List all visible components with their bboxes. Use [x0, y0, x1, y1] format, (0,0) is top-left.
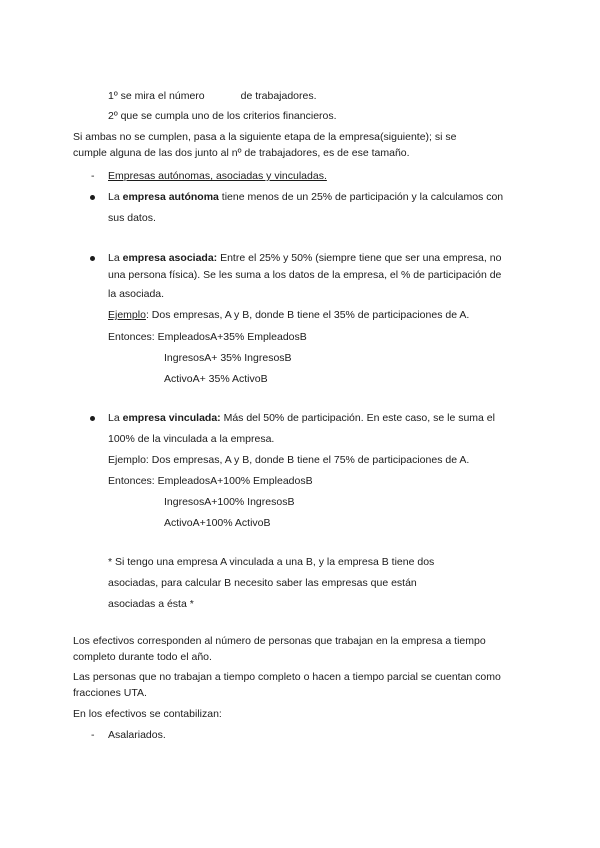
- asociada-line-1: [108, 251, 501, 265]
- example-label: Ejemplo: [108, 309, 146, 321]
- criterion-2: 2º que se cumpla uno de los criterios financieros.: [108, 110, 337, 122]
- note-line-2: asociadas, para calcular B necesito saber las empresas que están: [108, 577, 417, 589]
- autonoma-line-1: [108, 190, 503, 204]
- asociada-calc-1: Entonces: EmpleadosA+35% EmpleadosB: [108, 331, 307, 343]
- vinculada-line-1: [108, 411, 495, 425]
- vinculada-calc-2: IngresosA+100% IngresosB: [164, 496, 295, 508]
- paragraph-1-line-2: cumple alguna de las dos junto al nº de trabajadores, es de ese tamaño.: [73, 147, 410, 159]
- vinculada-rest: Más del 50% de participación. En este caso, se le suma el: [220, 412, 495, 424]
- paragraph-1-line-1: Si ambas no se cumplen, pasa a la siguiente etapa de la empresa(siguiente); si se: [73, 131, 457, 143]
- types-title: Empresas autónomas, asociadas y vinculadas.: [108, 170, 327, 182]
- vinculada-pre: La: [108, 412, 123, 424]
- criterion-1-a: 1º se mira el número: [108, 90, 205, 102]
- bullet-icon: [90, 416, 95, 421]
- asociada-calc-3: ActivoA+ 35% ActivoB: [164, 373, 268, 385]
- autonoma-rest: tiene menos de un 25% de participación y la calculamos con: [218, 191, 504, 203]
- asociada-rest: Entre el 25% y 50% (siempre tiene que ser una empresa, no: [217, 252, 502, 264]
- vinculada-line-2: 100% de la vinculada a la empresa.: [108, 433, 275, 445]
- efectivos-line-1: Los efectivos corresponden al número de personas que trabajan en la empresa a tiempo: [73, 635, 486, 647]
- example-text: : Dos empresas, A y B, donde B tiene el 35% de participaciones de A.: [145, 309, 470, 321]
- vinculada-calc-3: ActivoA+100% ActivoB: [164, 517, 271, 529]
- vinculada-calc-1: Entonces: EmpleadosA+100% EmpleadosB: [108, 475, 313, 487]
- uta-line-1: Las personas que no trabajan a tiempo completo o hacen a tiempo parcial se cuentan como: [73, 671, 501, 683]
- dash-bullet: -: [91, 170, 95, 182]
- vinculada-bold: empresa vinculada:: [122, 412, 221, 424]
- criterion-1-b: de trabajadores.: [240, 90, 317, 102]
- vinculada-example: Ejemplo: Dos empresas, A y B, donde B tiene el 75% de participaciones de A.: [108, 454, 470, 466]
- asociada-line-3: la asociada.: [108, 288, 165, 300]
- asociada-calc-2: IngresosA+ 35% IngresosB: [164, 352, 292, 364]
- asalariados: Asalariados.: [108, 729, 166, 741]
- note-line-1: * Si tengo una empresa A vinculada a una B, y la empresa B tiene dos: [108, 556, 435, 568]
- dash-bullet: -: [91, 729, 95, 741]
- asociada-bold: empresa asociada:: [122, 252, 218, 264]
- autonoma-pre: La: [108, 191, 123, 203]
- asociada-pre: La: [108, 252, 123, 264]
- criterion-1: [108, 89, 317, 103]
- uta-line-2: fracciones UTA.: [73, 687, 147, 699]
- asociada-example: [108, 308, 469, 322]
- efectivos-line-2: completo durante todo el año.: [73, 651, 212, 663]
- autonoma-line-2: sus datos.: [108, 212, 156, 224]
- autonoma-bold: empresa autónoma: [122, 191, 219, 203]
- contabilizan-line: En los efectivos se contabilizan:: [73, 708, 222, 720]
- bullet-icon: [90, 256, 95, 261]
- bullet-icon: [90, 195, 95, 200]
- asociada-line-2: una persona física). Se les suma a los datos de la empresa, el % de participación de: [108, 269, 502, 281]
- note-line-3: asociadas a ésta *: [108, 598, 194, 610]
